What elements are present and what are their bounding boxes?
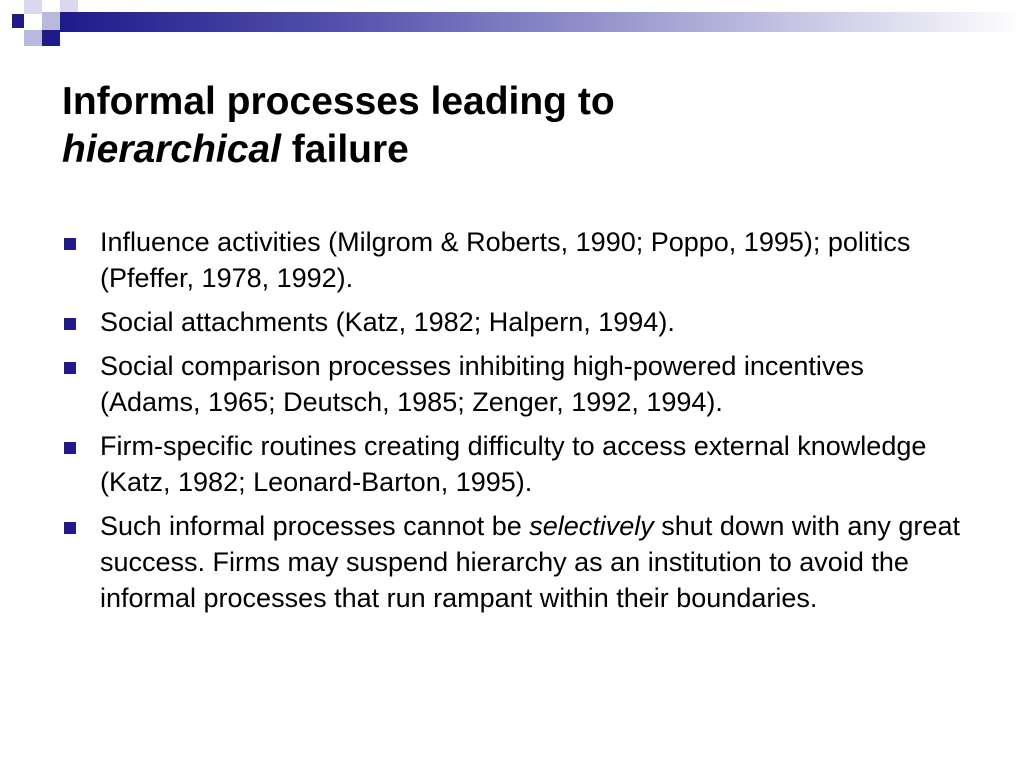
header-gradient-bar	[60, 12, 1024, 32]
bullet-text-continued: shut down with any great success. Firms may suspend hierarchy as an institution to avoid the informal processes that run rampant within their boundaries.	[100, 511, 960, 613]
bullet-item	[62, 508, 962, 616]
bullet-list	[62, 224, 962, 624]
bullet-text: Firm-specific routines creating difficulty to access external knowledge (Katz, 1982; Leonard-Barton, 1995).	[100, 431, 927, 497]
bullet-item	[62, 224, 962, 296]
decor-square	[24, 30, 42, 46]
bullet-text: Influence activities (Milgrom & Roberts, 1990; Poppo, 1995); politics (Pfeffer, 1978, 1992).	[100, 227, 911, 293]
header-decoration	[0, 0, 1024, 60]
bullet-italic-word: selectively	[529, 511, 654, 541]
square-bullet-icon	[64, 238, 76, 250]
bullet-text: Social attachments (Katz, 1982; Halpern, 1994).	[100, 307, 675, 337]
title-italic-word: hierarchical	[62, 128, 281, 171]
slide-title	[62, 78, 962, 174]
square-bullet-icon	[64, 442, 76, 454]
square-bullet-icon	[64, 362, 76, 374]
decor-square	[42, 30, 60, 46]
bullet-item	[62, 428, 962, 500]
bullet-text: Social comparison processes inhibiting high-powered incentives (Adams, 1965; Deutsch, 1985; Zenger, 1992, 1994).	[100, 351, 864, 417]
decor-square	[24, 0, 42, 14]
bullet-item	[62, 304, 962, 340]
square-bullet-icon	[64, 318, 76, 330]
decor-square	[12, 14, 24, 28]
square-bullet-icon	[64, 522, 76, 534]
title-line-1: Informal processes leading to	[62, 80, 615, 123]
bullet-text: Such informal processes cannot be	[100, 511, 530, 541]
bullet-item	[62, 348, 962, 420]
decor-square	[60, 0, 78, 12]
decor-square	[42, 12, 60, 32]
title-rest: failure	[280, 128, 409, 171]
